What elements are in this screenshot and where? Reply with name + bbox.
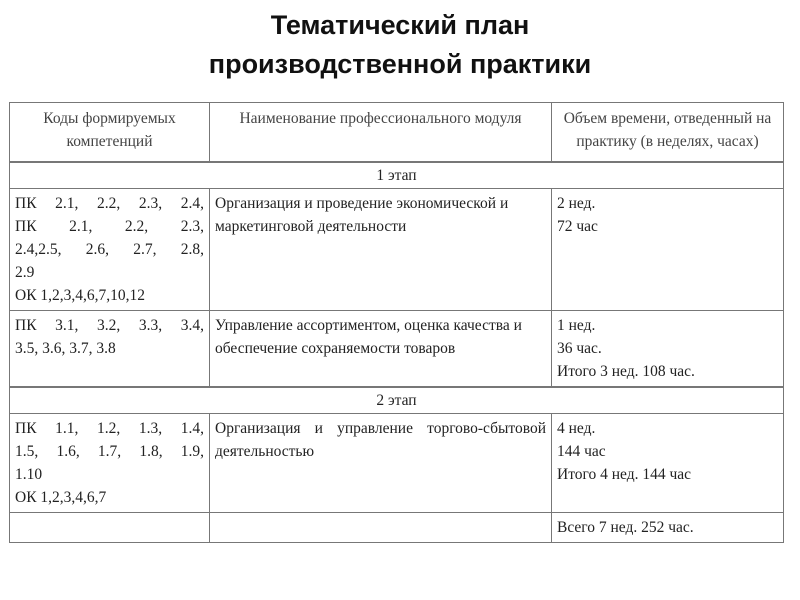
codes-line: 3.5, 3.6, 3.7, 3.8: [15, 340, 116, 357]
thematic-plan-table: [9, 102, 784, 543]
header-row: [10, 103, 784, 163]
codes-line: 2.4,2.5, 2.6, 2.7, 2.8,: [15, 241, 204, 258]
codes-line: ПК 2.1, 2.2, 2.3, 2.4,: [15, 195, 204, 212]
time-line: 144 час: [557, 443, 606, 460]
empty-cell: [210, 513, 552, 543]
table-row: [10, 189, 784, 311]
time-line: 36 час.: [557, 340, 602, 357]
time-line: 1 нед.: [557, 317, 596, 334]
total-cell: Всего 7 нед. 252 час.: [552, 513, 784, 543]
time-line: Итого 4 нед. 144 час: [557, 466, 692, 483]
empty-cell: [10, 513, 210, 543]
module-cell: Управление ассортиментом, оценка качества и обеспечение сохраняемости товаров: [210, 311, 552, 388]
codes-line: ПК 1.1, 1.2, 1.3, 1.4,: [15, 420, 204, 437]
codes-line: 1.10: [15, 466, 43, 483]
stage-label-2: 2 этап: [10, 387, 784, 414]
codes-line: ОК 1,2,3,4,6,7: [15, 489, 107, 506]
title-line-2: производственной практики: [208, 49, 592, 79]
header-module: Наименование профессионального модуля: [210, 103, 552, 163]
codes-cell: [10, 414, 210, 513]
time-line: Итого 3 нед. 108 час.: [557, 363, 695, 380]
time-cell: [552, 414, 784, 513]
codes-line: ОК 1,2,3,4,6,7,10,12: [15, 287, 146, 304]
title-line-1: Тематический план: [270, 10, 530, 40]
time-line: 72 час: [557, 218, 598, 235]
header-codes: Коды формируемых компетенций: [10, 103, 210, 163]
table-row: [10, 414, 784, 513]
stage-row-1: [10, 162, 784, 189]
time-cell: [552, 311, 784, 388]
total-row: [10, 513, 784, 543]
module-cell: Организация и управление торгово-сбытовой деятельностью: [210, 414, 552, 513]
header-time: Объем времени, отведенный на практику (в неделях, часах): [552, 103, 784, 163]
codes-line: ПК 3.1, 3.2, 3.3, 3.4,: [15, 317, 204, 334]
time-cell: [552, 189, 784, 311]
codes-cell: [10, 189, 210, 311]
time-line: 2 нед.: [557, 195, 596, 212]
codes-cell: [10, 311, 210, 388]
page-title: [0, 6, 800, 84]
time-line: 4 нед.: [557, 420, 596, 437]
table-row: [10, 311, 784, 388]
module-cell: Организация и проведение экономической и маркетинговой деятельности: [210, 189, 552, 311]
codes-line: 2.9: [15, 264, 35, 281]
stage-label-1: 1 этап: [10, 162, 784, 189]
codes-line: 1.5, 1.6, 1.7, 1.8, 1.9,: [15, 443, 204, 460]
codes-line: ПК 2.1, 2.2, 2.3,: [15, 218, 204, 235]
stage-row-2: [10, 387, 784, 414]
